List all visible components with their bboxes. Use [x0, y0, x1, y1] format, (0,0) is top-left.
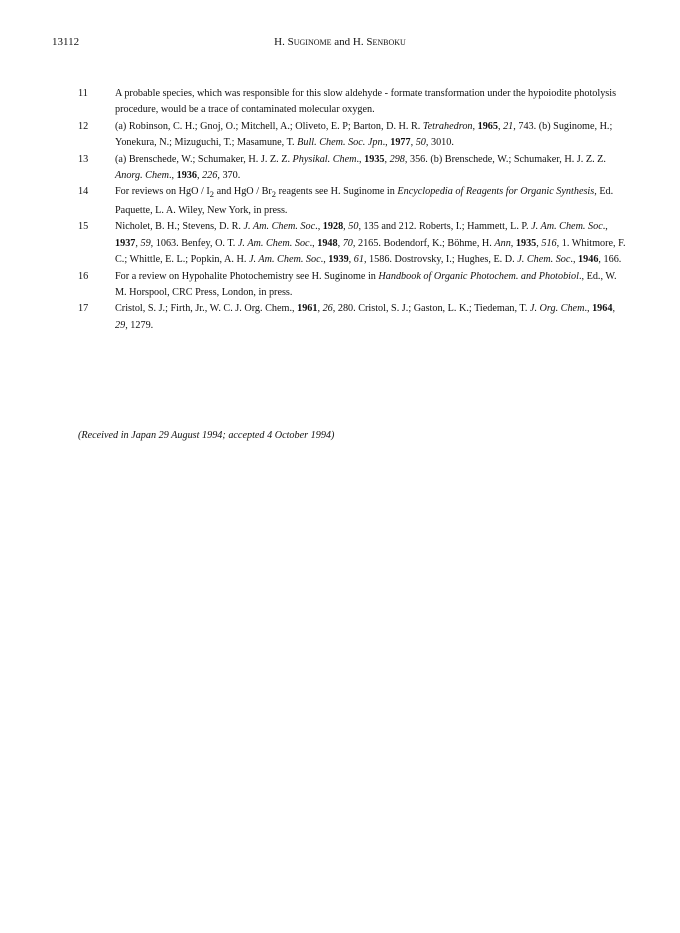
author-2: H. Senboku	[352, 36, 406, 48]
reference-number: 14	[78, 186, 89, 198]
reference-item	[78, 269, 628, 302]
reference-item	[78, 184, 628, 219]
reference-number: 17	[78, 303, 89, 315]
reference-number: 13	[78, 153, 89, 165]
reference-number: 12	[78, 120, 89, 132]
reference-text: Cristol, S. J.; Firth, Jr., W. C. J. Org. Chem., 1961, 26, 280. Cristol, S. J.; Gaston, L. K.; Tiedeman, T. J. Org. Chem., 1964, 29, 1279.	[115, 303, 615, 331]
reference-text: For reviews on HgO / $I_2$ and HgO / $Br_2$ reagents see H. Suginome in Encyclopedia of Reagents for Organic Synthesis, Ed. Paquette, L. A. Wiley, New York, in press.	[115, 186, 614, 216]
reference-text: A probable species, which was responsible for this slow aldehyde - formate transformation under the hypoiodite photolysis procedure, would be a trace of contaminated molecular oxygen.	[115, 88, 617, 116]
reference-text: (a) Brenschede, W.; Schumaker, H. J. Z. Z. Physikal. Chem., 1935, 298, 356. (b) Brenschede, W.; Schumaker, H. J. Z. Z. Anorg. Chem., 1936, 226, 370.	[115, 153, 606, 182]
reference-item	[78, 86, 628, 119]
reference-item	[78, 219, 628, 268]
reference-text: Nicholet, B. H.; Stevens, D. R. J. Am. Chem. Soc., 1928, 50, 135 and 212. Roberts, I.; Hammett, L. P. J. Am. Chem. Soc., 1937, 59, 1063. Benfey, O. T. J. Am. Chem. Soc., 1948, 70, 2165. Bodendorf, K.; Böhme, H. Ann, 1935, 516, 1. Whitmore, F. C.; Whittle, E. L.; Popkin, A. H. J. Am. Chem. Soc., 1939, 61, 1586. Dostrovsky, I.; Hughes, E. D. J. Chem. Soc., 1946, 166.	[115, 221, 626, 266]
received-note: (Received in Japan 29 August 1994; accepted 4 October 1994)	[78, 430, 335, 441]
reference-text: For a review on Hypohalite Photochemistry see H. Suginome in Handbook of Organic Photochem. and Photobiol., Ed., W. M. Horspool, CRC Press, London, in press.	[115, 270, 617, 298]
reference-number: 15	[78, 221, 89, 233]
author-1: H. Suginome	[274, 36, 332, 48]
reference-item	[78, 301, 628, 334]
reference-item	[78, 152, 628, 185]
reference-item	[78, 119, 628, 152]
page-number: 13112	[52, 36, 80, 48]
reference-number: 11	[78, 88, 88, 99]
reference-text: (a) Robinson, C. H.; Gnoj, O.; Mitchell, A.; Oliveto, E. P; Barton, D. H. R. Tetrahedron, 1965, 21, 743. (b) Suginome, H.; Yonekura, N.; Mizuguchi, T.; Masamune, T. Bull. Chem. Soc. Jpn., 1977, 50, 3010.	[115, 120, 613, 149]
reference-list	[78, 86, 628, 334]
author-conjunction: and	[334, 36, 351, 48]
running-head	[0, 36, 680, 48]
reference-number: 16	[78, 270, 89, 282]
